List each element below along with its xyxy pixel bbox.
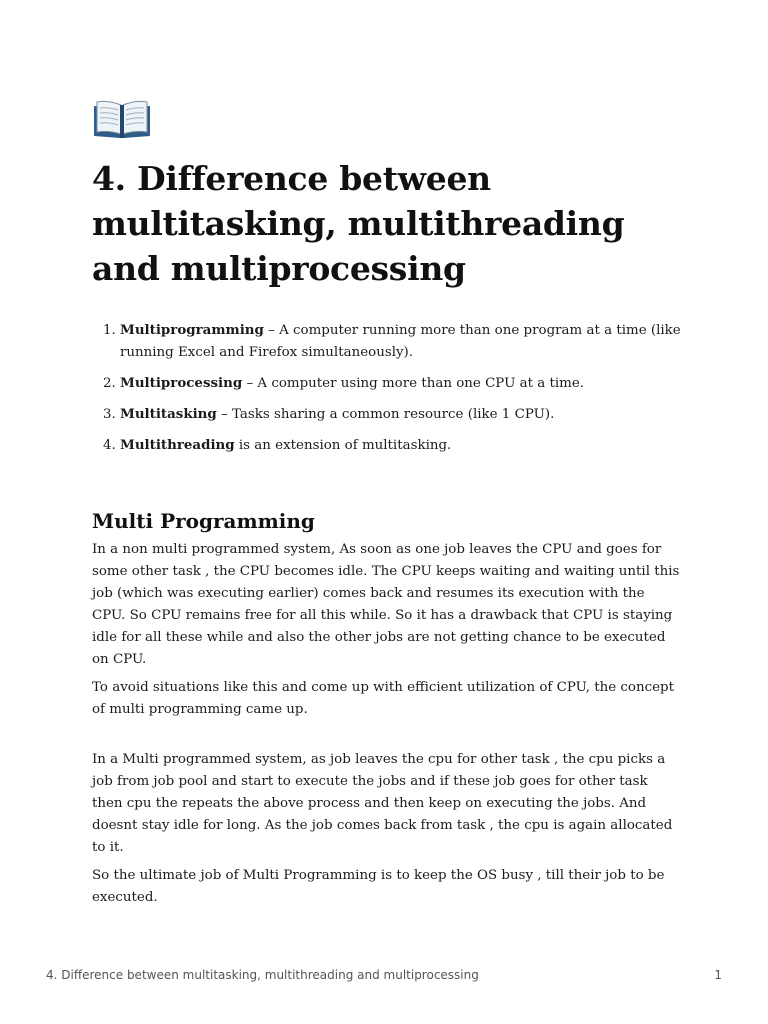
definition-list: [92, 319, 682, 457]
paragraph: In a non multi programmed system, As soon as one job leaves the CPU and goes for some other task , the CPU becomes idle. The CPU keeps waiting and waiting until this job (which was executing earlier) comes back and resumes its execution with the CPU. So CPU remains free for all this while. So it has a drawback that CPU is staying idle for all these while and also the other jobs are not getting chance to be executed on CPU.: [92, 542, 680, 667]
paragraph: So the ultimate job of Multi Programming is to keep the OS busy , till their job to be executed.: [92, 868, 665, 905]
list-item: [120, 434, 682, 457]
definition-term: Multitasking: [120, 406, 217, 422]
list-item: [120, 403, 682, 426]
page-number: 1: [714, 968, 722, 982]
page-title: 4. Difference between multitasking, multithreading and multiprocessing: [92, 159, 625, 288]
open-book-icon: [92, 96, 152, 142]
footer-title: 4. Difference between multitasking, multithreading and multiprocessing: [46, 968, 479, 982]
definition-text: – A computer using more than one CPU at a time.: [242, 376, 585, 391]
page-footer: [46, 968, 722, 982]
definition-text: is an extension of multitasking.: [234, 438, 452, 453]
definition-term: Multiprogramming: [120, 322, 264, 338]
paragraph: In a Multi programmed system, as job leaves the cpu for other task , the cpu picks a job from job pool and start to execute the jobs and if these job goes for other task then cpu the repeats the above process and then keep on executing the jobs. And doesnt stay idle for long. As the job comes back from task , the cpu is again allocated to it.: [92, 752, 673, 855]
definition-text: – A computer running more than one program at a time (like running Excel and Firefox simultaneously).: [120, 323, 681, 360]
definition-term: Multithreading: [120, 437, 235, 453]
document-page: [92, 96, 682, 915]
section-heading: Multi Programming: [92, 509, 315, 533]
list-item: [120, 372, 682, 395]
definition-term: Multiprocessing: [120, 375, 243, 391]
definition-text: – Tasks sharing a common resource (like 1 CPU).: [216, 407, 555, 422]
paragraph: To avoid situations like this and come up with efficient utilization of CPU, the concept of multi programming came up.: [92, 680, 674, 717]
list-item: [120, 319, 682, 364]
